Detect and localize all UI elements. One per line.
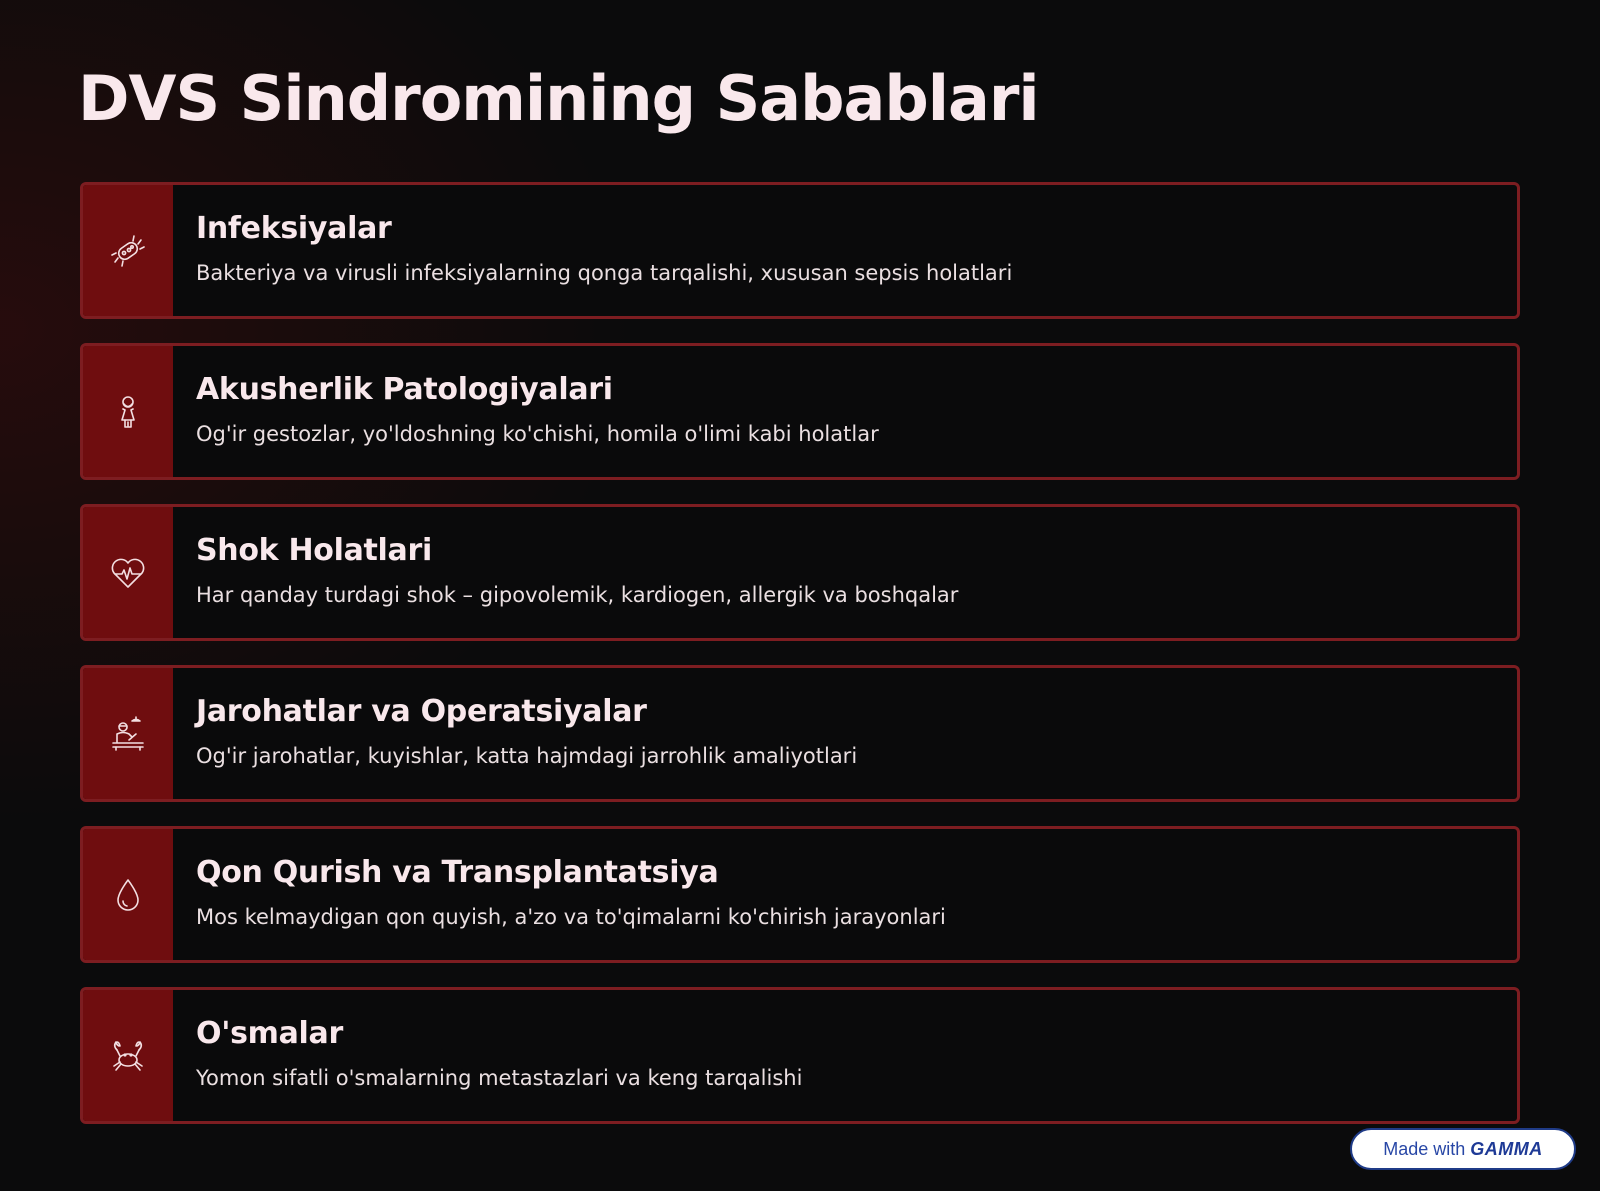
cause-description: Og'ir gestozlar, yo'ldoshning ko'chishi, homila o'limi kabi holatlar <box>196 422 879 446</box>
cause-title: O'smalar <box>196 1016 343 1051</box>
cause-description: Yomon sifatli o'smalarning metastazlari va keng tarqalishi <box>196 1066 803 1090</box>
icon-panel <box>83 346 173 477</box>
icon-panel <box>83 507 173 638</box>
icon-panel <box>83 829 173 960</box>
cause-card-infections <box>80 182 1520 319</box>
cause-title: Shok Holatlari <box>196 533 432 568</box>
cause-title: Qon Qurish va Transplantatsiya <box>196 855 719 890</box>
surgeon-operating-icon <box>108 714 148 754</box>
cause-description: Bakteriya va virusli infeksiyalarning qonga tarqalishi, xususan sepsis holatlari <box>196 261 1013 285</box>
icon-panel <box>83 185 173 316</box>
gamma-logo: GAMMA <box>1470 1138 1543 1159</box>
page-title: DVS Sindromining Sabablari <box>78 62 1039 135</box>
cause-card-trauma <box>80 665 1520 802</box>
causes-list <box>80 182 1518 1148</box>
cause-description: Og'ir jarohatlar, kuyishlar, katta hajmdagi jarrohlik amaliyotlari <box>196 744 858 768</box>
cause-description: Har qanday turdagi shok – gipovolemik, kardiogen, allergik va boshqalar <box>196 583 959 607</box>
made-with-gamma-badge[interactable] <box>1350 1128 1576 1170</box>
bacteria-icon <box>108 231 148 271</box>
crab-icon <box>108 1036 148 1076</box>
cause-card-tumors <box>80 987 1520 1124</box>
cause-card-transfusion <box>80 826 1520 963</box>
icon-panel <box>83 990 173 1121</box>
pregnant-woman-icon <box>108 392 148 432</box>
cause-title: Jarohatlar va Operatsiyalar <box>196 694 647 729</box>
cause-title: Akusherlik Patologiyalari <box>196 372 613 407</box>
cause-title: Infeksiyalar <box>196 211 392 246</box>
cause-card-obstetric <box>80 343 1520 480</box>
cause-description: Mos kelmaydigan qon quyish, a'zo va to'qimalarni ko'chirish jarayonlari <box>196 905 946 929</box>
blood-drop-icon <box>108 875 148 915</box>
heart-pulse-icon <box>108 553 148 593</box>
cause-card-shock <box>80 504 1520 641</box>
badge-prefix: Made with <box>1383 1138 1466 1159</box>
icon-panel <box>83 668 173 799</box>
